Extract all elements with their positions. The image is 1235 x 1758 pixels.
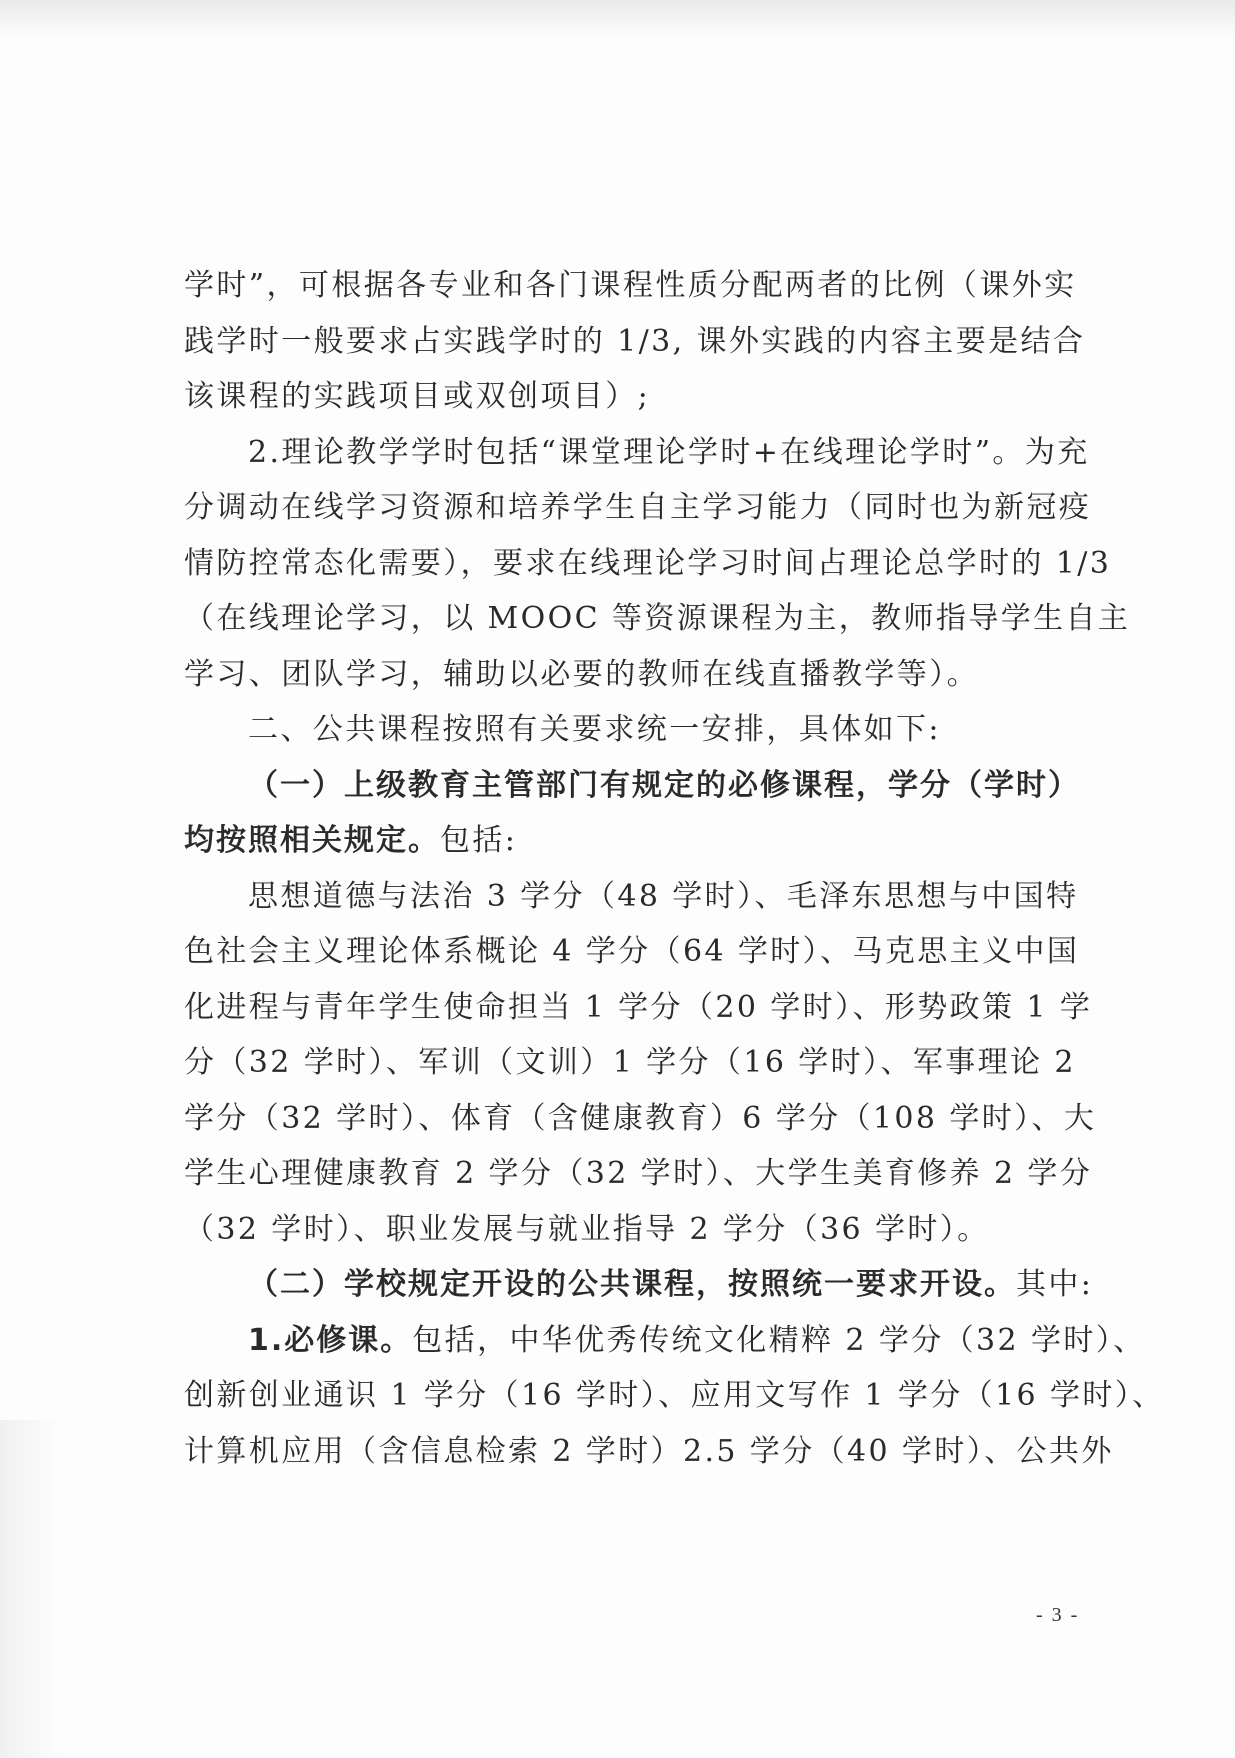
paragraph-line: 该课程的实践项目或双创项目）; (184, 379, 651, 414)
paragraph-line: 分（32 学时）、军训（文训）1 学分（16 学时）、军事理论 2 (184, 1045, 1076, 1080)
paragraph-line: 创新创业通识 1 学分（16 学时）、应用文写作 1 学分（16 学时）、 (184, 1378, 1165, 1413)
subsection-heading-end: 均按照相关规定。 (184, 823, 440, 858)
scan-shadow-top (0, 0, 1235, 40)
paragraph-line: 2.理论教学学时包括“课堂理论学时+在线理论学时”。为充 (248, 434, 1090, 470)
document-body (184, 258, 1165, 1479)
page-number: - 3 - (1036, 1604, 1080, 1626)
paragraph-line (184, 813, 1064, 869)
paragraph-line: 学分（32 学时）、体育（含健康教育）6 学分（108 学时）、大 (184, 1100, 1097, 1136)
paragraph-line: 学习、团队学习，辅助以必要的教师在线直播教学等）。 (184, 656, 979, 692)
paragraph-line: 践学时一般要求占实践学时的 1/3, 课外实践的内容主要是结合 (184, 323, 1086, 359)
paragraph-line (184, 1313, 1146, 1369)
subsection-heading: （一）上级教育主管部门有规定的必修课程，学分（学时） (248, 767, 1080, 803)
paragraph-line: 学生心理健康教育 2 学分（32 学时）、大学生美育修养 2 学分 (184, 1156, 1093, 1191)
paragraph-text: 包括，中华优秀传统文化精粹 2 学分（32 学时）、 (412, 1322, 1146, 1358)
paragraph-line: 分调动在线学习资源和培养学生自主学习能力（同时也为新冠疫 (184, 490, 1092, 525)
paragraph-line: （32 学时）、职业发展与就业指导 2 学分（36 学时）。 (184, 1211, 990, 1247)
paragraph-text: 包括: (440, 823, 518, 858)
paragraph-line (184, 1257, 1094, 1313)
paragraph-line: 计算机应用（含信息检索 2 学时）2.5 学分（40 学时）、公共外 (184, 1433, 1114, 1469)
subsection-heading: （二）学校规定开设的公共课程，按照统一要求开设。 (248, 1267, 1016, 1302)
paragraph-line: 化进程与青年学生使命担当 1 学分（20 学时）、形势政策 1 学 (184, 989, 1093, 1025)
paragraph-text: 其中: (1016, 1267, 1094, 1302)
paragraph-line: 学时”，可根据各专业和各门课程性质分配两者的比例（课外实 (184, 268, 1077, 303)
paragraph-line: 情防控常态化需要），要求在线理论学习时间占理论总学时的 1/3 (184, 545, 1112, 581)
item-heading: 1.必修课。 (248, 1322, 413, 1358)
scan-shadow-left (0, 1420, 60, 1758)
paragraph-line: （在线理论学习，以 MOOC 等资源课程为主，教师指导学生自主 (184, 601, 1131, 636)
paragraph-line: 色社会主义理论体系概论 4 学分（64 学时）、马克思主义中国 (184, 934, 1080, 969)
section-heading: 二、公共课程按照有关要求统一安排，具体如下: (248, 712, 941, 747)
paragraph-line: 思想道德与法治 3 学分（48 学时）、毛泽东思想与中国特 (248, 878, 1079, 914)
